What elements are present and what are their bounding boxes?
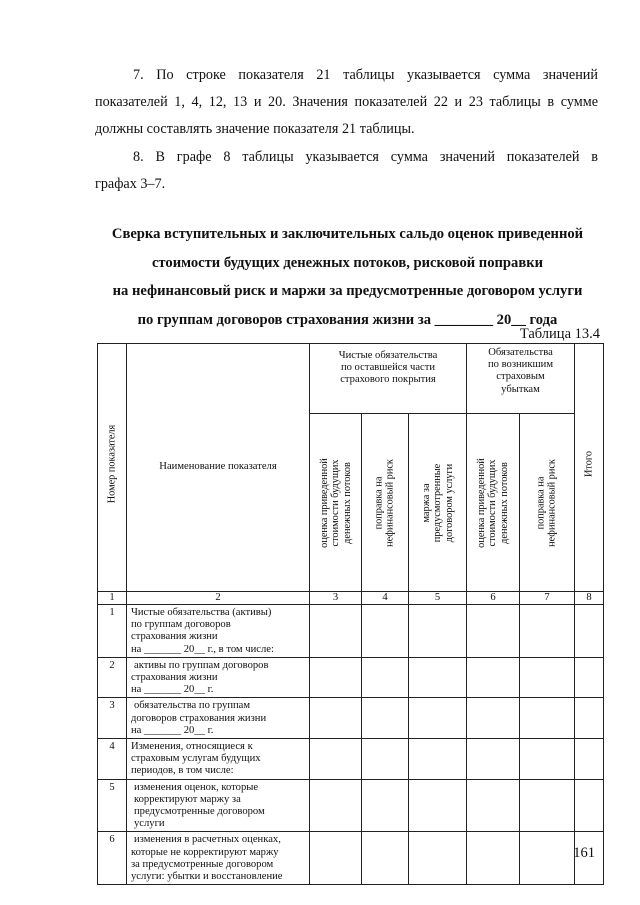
value-cell	[467, 779, 520, 832]
title-line: по группам договоров страхования жизни за ________ 20__ года	[137, 311, 558, 328]
row-number: 2	[98, 657, 127, 698]
column-number-row	[98, 592, 604, 605]
value-cell	[362, 605, 409, 658]
value-cell	[467, 605, 520, 658]
header-group-remaining-coverage: Чистые обязательства по оставшейся части страхового покрытия	[310, 344, 467, 414]
title-line: Сверка вступительных и заключительных сальдо оценок приведенной	[111, 226, 584, 242]
row-label: обязательства по группам договоров страхования жизни на _______ 20__ г.	[127, 698, 310, 739]
value-cell	[310, 832, 362, 885]
column-number: 3	[310, 592, 362, 605]
table-row	[98, 657, 604, 698]
value-cell	[409, 739, 467, 780]
column-number: 4	[362, 592, 409, 605]
row-label: Чистые обязательства (активы) по группам договоров страхования жизни на _______ 20__ г., в том числе:	[127, 605, 310, 658]
column-number: 2	[127, 592, 310, 605]
table-row	[98, 832, 604, 885]
header-number: Номер показателя	[98, 344, 127, 592]
value-cell	[310, 779, 362, 832]
table-caption: Таблица 13.4	[519, 326, 600, 342]
value-cell	[409, 698, 467, 739]
paragraph-line: показателей 1, 4, 12, 13 и 20. Значения показателей 22 и 23 таблицы в сумме	[95, 94, 598, 110]
header-total: Итого	[575, 344, 604, 592]
value-cell	[575, 605, 604, 658]
title-line: на нефинансовый риск и маржи за предусмотренные договором услуги	[112, 283, 583, 299]
table-row	[98, 779, 604, 832]
column-number: 7	[520, 592, 575, 605]
row-number: 6	[98, 832, 127, 885]
value-cell	[575, 779, 604, 832]
value-cell	[467, 657, 520, 698]
row-number: 1	[98, 605, 127, 658]
paragraph-line: должны составлять значение показателя 21 таблицы.	[95, 121, 415, 137]
value-cell	[467, 698, 520, 739]
value-cell	[520, 698, 575, 739]
row-number: 3	[98, 698, 127, 739]
paragraph-line: 7. По строке показателя 21 таблицы указывается сумма значений	[133, 67, 598, 83]
value-cell	[362, 739, 409, 780]
title-line: стоимости будущих денежных потоков, рисковой поправки	[151, 254, 544, 271]
value-cell	[467, 739, 520, 780]
value-cell	[362, 779, 409, 832]
header-col-4: поправка на нефинансовый риск	[362, 414, 409, 592]
section-title	[90, 220, 605, 334]
column-number: 5	[409, 592, 467, 605]
column-number: 6	[467, 592, 520, 605]
value-cell	[520, 657, 575, 698]
value-cell	[409, 605, 467, 658]
value-cell	[310, 739, 362, 780]
row-label: изменения оценок, которые корректируют маржу за предусмотренные договором услуги	[127, 779, 310, 832]
value-cell	[575, 739, 604, 780]
value-cell	[520, 605, 575, 658]
header-col-6: оценка приведенной стоимости будущих денежных потоков	[467, 414, 520, 592]
header-group-incurred-claims: Обязательства по возникшим страховым убыткам	[467, 344, 575, 414]
row-number: 5	[98, 779, 127, 832]
header-col-3: оценка приведенной стоимости будущих денежных потоков	[310, 414, 362, 592]
reconciliation-table	[97, 343, 604, 885]
row-label: Изменения, относящиеся к страховым услугам будущих периодов, в том числе:	[127, 739, 310, 780]
value-cell	[575, 698, 604, 739]
value-cell	[310, 605, 362, 658]
page-number: 161	[573, 845, 595, 861]
column-number: 1	[98, 592, 127, 605]
value-cell	[310, 657, 362, 698]
value-cell	[409, 779, 467, 832]
value-cell	[409, 832, 467, 885]
value-cell	[362, 832, 409, 885]
column-number: 8	[575, 592, 604, 605]
row-number: 4	[98, 739, 127, 780]
table-row	[98, 605, 604, 658]
value-cell	[467, 832, 520, 885]
value-cell	[409, 657, 467, 698]
header-col-5: маржа за предусмотренные договором услуги	[409, 414, 467, 592]
value-cell	[575, 657, 604, 698]
paragraph-7	[95, 62, 598, 143]
row-label: активы по группам договоров страхования жизни на _______ 20__ г.	[127, 657, 310, 698]
value-cell	[520, 739, 575, 780]
paragraph-line: 8. В графе 8 таблицы указывается сумма значений показателей в	[133, 149, 598, 165]
value-cell	[362, 657, 409, 698]
table-row	[98, 739, 604, 780]
header-name: Наименование показателя	[127, 344, 310, 592]
value-cell	[520, 832, 575, 885]
value-cell	[520, 779, 575, 832]
table-row	[98, 698, 604, 739]
value-cell	[362, 698, 409, 739]
paragraph-line: графах 3–7.	[95, 176, 166, 192]
value-cell	[310, 698, 362, 739]
header-col-7: поправка на нефинансовый риск	[520, 414, 575, 592]
row-label: изменения в расчетных оценках, которые не корректируют маржу за предусмотренные договором услуги: убытки и восстановление	[127, 832, 310, 885]
paragraph-8	[95, 144, 598, 198]
